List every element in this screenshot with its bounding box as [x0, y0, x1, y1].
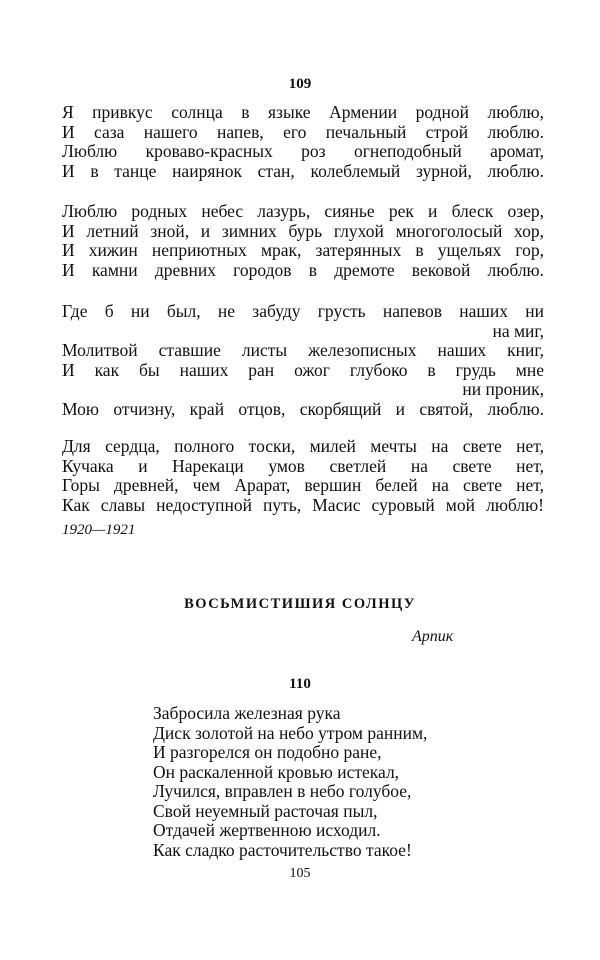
verse-line: Он раскаленной кровью истекал, [153, 761, 400, 782]
verse-line: И летний зной, и зимних бурь глухой многоголосый хор, [62, 220, 544, 241]
verse-line: Люблю кроваво-красных роз огнеподобный аромат, [62, 141, 544, 162]
stanza-2 [62, 202, 544, 280]
verse-line: Лучился, вправлен в небо голубое, [153, 781, 412, 801]
verse-line: И хижин неприютных мрак, затерянных в ущельях гор, [62, 240, 544, 261]
verse-line: Кучака и Нарекаци умов светлей на свете нет, [62, 455, 544, 476]
section-title: ВОСЬМИСТИШИЯ СОЛНЦУ [184, 596, 416, 612]
verse-line: Забросила железная рука [153, 703, 341, 723]
stanza-5 [153, 704, 453, 860]
verse-line: И в танце наирянок стан, колеблемый зурной, люблю. [62, 160, 544, 181]
verse-line: Молитвой ставшие листы железописных наших книг, [62, 340, 544, 361]
page-number: 105 [289, 866, 311, 881]
verse-line: И как бы наших ран ожог глубоко в грудь мне [62, 359, 544, 380]
verse-line: Для сердца, полного тоски, милей мечты на свете нет, [62, 436, 544, 456]
verse-line: Горы древней, чем Арарат, вершин белей на свете нет, [62, 475, 544, 496]
verse-line: Как сладко расточительство такое! [153, 839, 412, 860]
verse-line: Мою отчизну, край отцов, скорбящий и святой, люблю. [62, 398, 544, 419]
verse-line: Где б ни был, не забуду грусть напевов наших ни [62, 301, 544, 321]
verse-line: И камни древних городов в дремоте вековой люблю. [62, 259, 544, 280]
verse-line: Как славы недоступной путь, Масис суровый мой люблю! [62, 494, 544, 515]
verse-line: Диск золотой на небо утром ранним, [153, 722, 428, 743]
verse-line: Отдачей жертвенною исходил. [153, 820, 381, 840]
poem-number-110: 110 [289, 676, 311, 692]
poem-number-109: 109 [288, 76, 312, 92]
stanza-1 [62, 103, 544, 181]
verse-line: И разгорелся он подобно ране, [153, 742, 382, 762]
verse-line: Люблю родных небес лазурь, сиянье рек и блеск озер, [62, 201, 544, 221]
verse-line-continuation: на миг, [492, 320, 544, 341]
verse-line-continuation: ни проник, [462, 379, 544, 400]
author-name: Арпик [412, 628, 454, 645]
stanza-4 [62, 437, 544, 515]
verse-line: И саза нашего напев, его печальный строй люблю. [62, 121, 544, 142]
verse-line: Я привкус солнца в языке Армении родной люблю, [62, 102, 544, 122]
verse-line: Свой неуемный расточая пыл, [153, 800, 378, 821]
stanza-3 [62, 302, 544, 420]
poem-date: 1920—1921 [62, 522, 136, 538]
